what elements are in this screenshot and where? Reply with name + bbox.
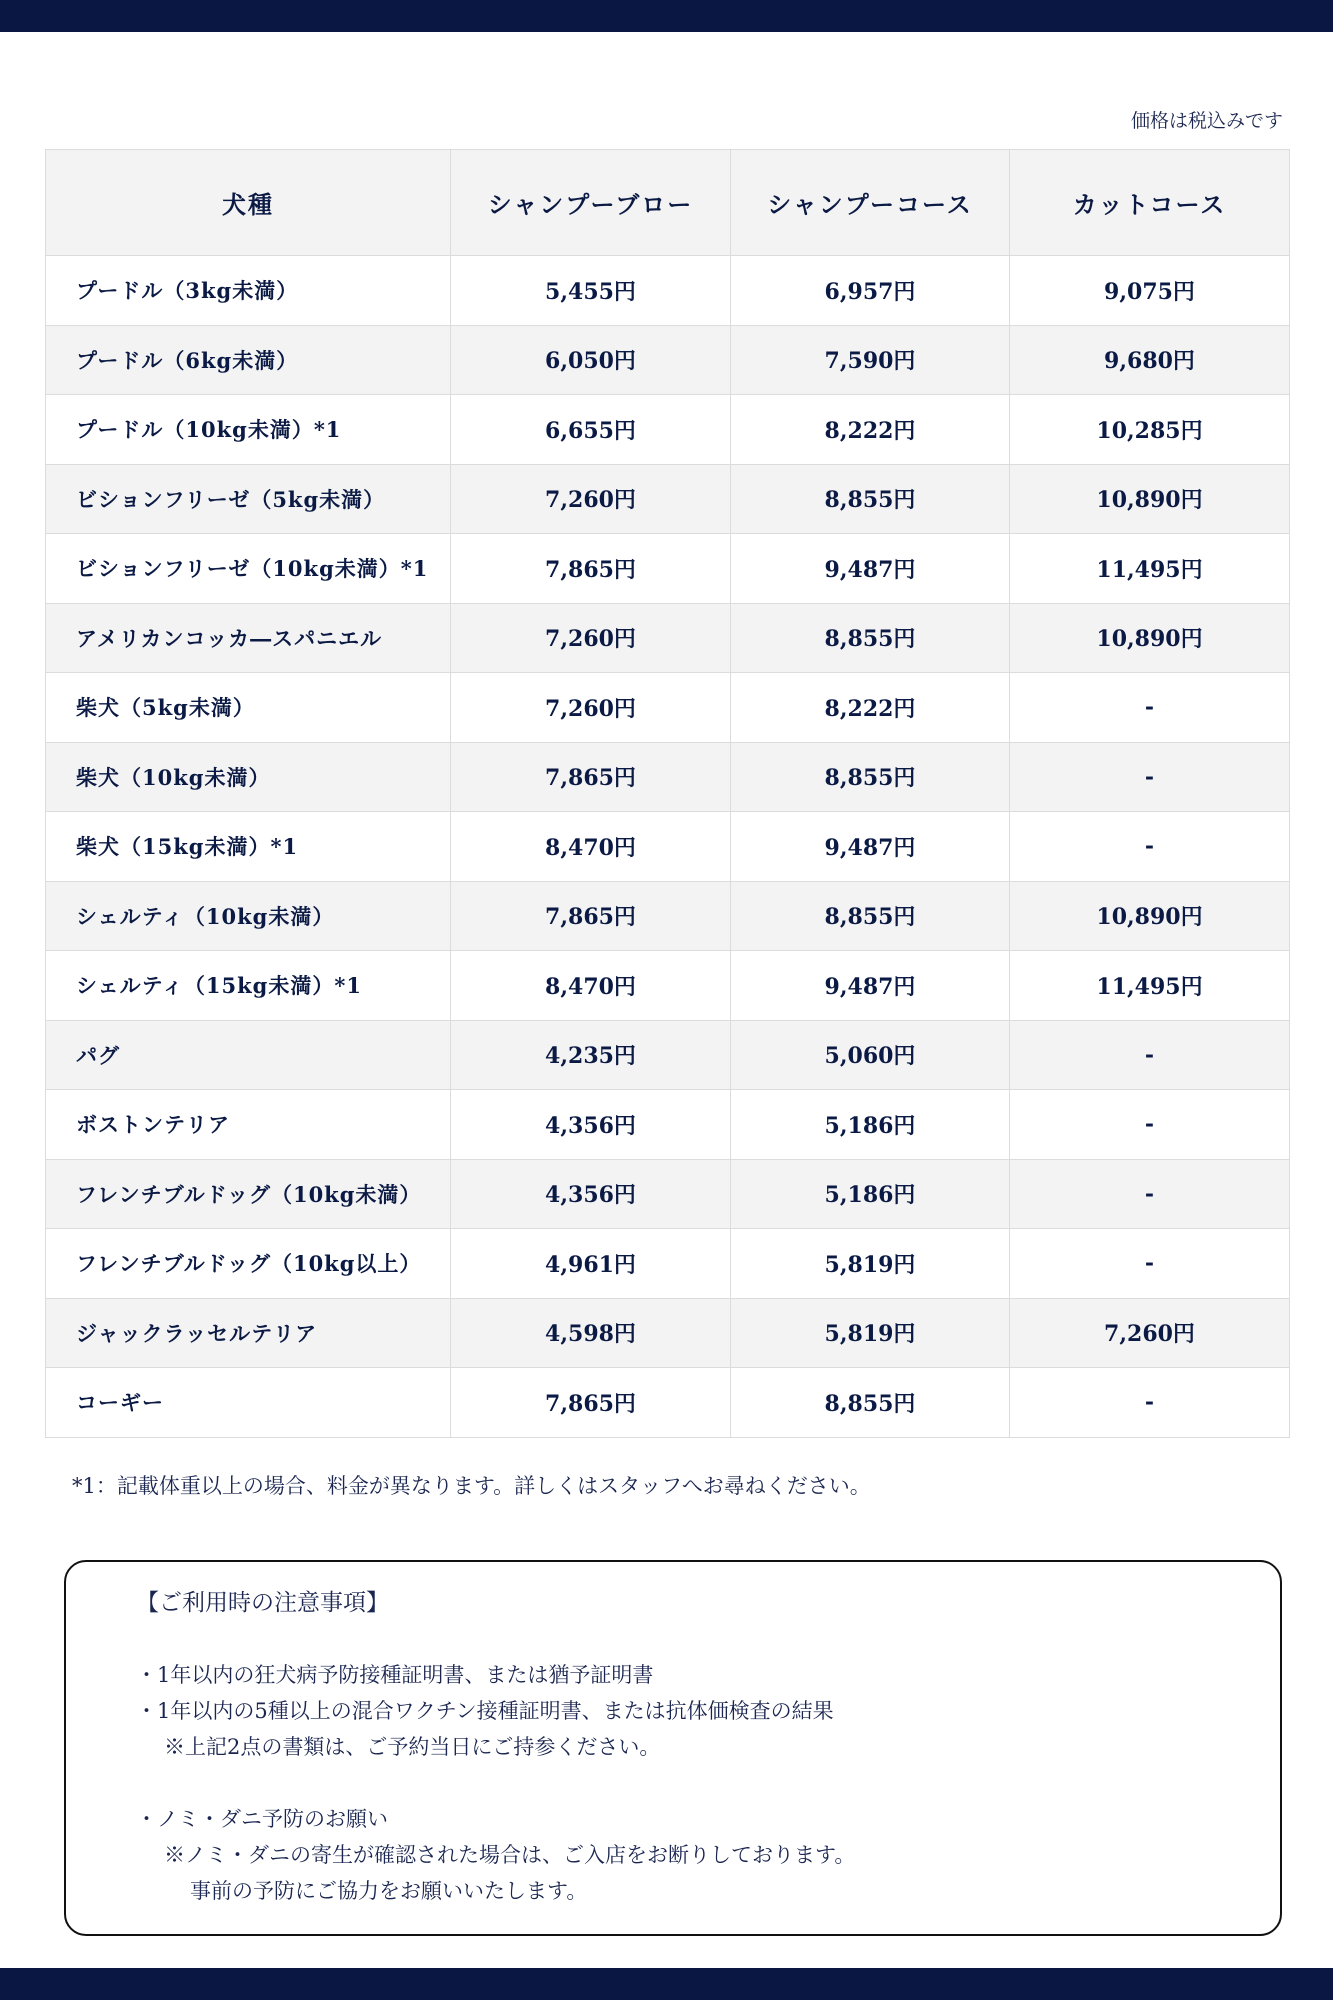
shampoo-course-price: 5,186円 [731, 1090, 1010, 1160]
cut-course-price: 10,285円 [1010, 395, 1290, 465]
notice-title: 【ご利用時の注意事項】 [136, 1590, 389, 1616]
cut-course-price: - [1010, 673, 1290, 743]
breed-cell: コーギー [46, 1368, 451, 1438]
shampoo-blow-price: 4,356円 [451, 1159, 731, 1229]
cut-course-price: - [1010, 1020, 1290, 1090]
shampoo-blow-price: 7,260円 [451, 603, 731, 673]
shampoo-course-price: 9,487円 [731, 534, 1010, 604]
cut-course-price: - [1010, 812, 1290, 882]
shampoo-blow-price: 6,655円 [451, 395, 731, 465]
shampoo-blow-price: 4,356円 [451, 1090, 731, 1160]
cut-course-price: - [1010, 742, 1290, 812]
shampoo-course-price: 8,855円 [731, 603, 1010, 673]
shampoo-course-price: 8,855円 [731, 742, 1010, 812]
shampoo-course-price: 5,819円 [731, 1229, 1010, 1299]
shampoo-blow-price: 7,865円 [451, 881, 731, 951]
notice-box [64, 1560, 1282, 1936]
breed-cell: プードル（10kg未満）*1 [46, 395, 451, 465]
shampoo-course-price: 8,855円 [731, 1368, 1010, 1438]
cut-course-price: 11,495円 [1010, 534, 1290, 604]
cut-course-price: 9,680円 [1010, 325, 1290, 395]
breed-cell: ビションフリーゼ（5kg未満） [46, 464, 451, 534]
breed-cell: パグ [46, 1020, 451, 1090]
notice-note-flea-tick: ※ノミ・ダニの寄生が確認された場合は、ご入店をお断りしております。 [164, 1843, 856, 1867]
breed-cell: フレンチブルドッグ（10kg未満） [46, 1159, 451, 1229]
breed-cell: ボストンテリア [46, 1090, 451, 1160]
breed-cell: フレンチブルドッグ（10kg以上） [46, 1229, 451, 1299]
table-row [46, 325, 1290, 395]
shampoo-course-price: 5,819円 [731, 1298, 1010, 1368]
breed-cell: 柴犬（5kg未満） [46, 673, 451, 743]
top-bar [0, 0, 1333, 32]
breed-cell: プードル（3kg未満） [46, 256, 451, 326]
table-header-row [46, 150, 1290, 256]
cut-course-price: 10,890円 [1010, 881, 1290, 951]
header-cut-course: カットコース [1010, 150, 1290, 256]
table-row [46, 673, 1290, 743]
cut-course-price: - [1010, 1229, 1290, 1299]
shampoo-blow-price: 7,865円 [451, 534, 731, 604]
table-row [46, 812, 1290, 882]
header-breed: 犬種 [46, 150, 451, 256]
shampoo-course-price: 9,487円 [731, 812, 1010, 882]
shampoo-blow-price: 4,235円 [451, 1020, 731, 1090]
shampoo-course-price: 8,855円 [731, 881, 1010, 951]
cut-course-price: 10,890円 [1010, 464, 1290, 534]
breed-cell: プードル（6kg未満） [46, 325, 451, 395]
table-row [46, 1368, 1290, 1438]
table-row [46, 881, 1290, 951]
shampoo-course-price: 7,590円 [731, 325, 1010, 395]
shampoo-blow-price: 8,470円 [451, 812, 731, 882]
notice-note-prevention: 事前の予防にご協力をお願いいたします。 [190, 1879, 588, 1903]
table-row [46, 534, 1290, 604]
breed-cell: ビションフリーゼ（10kg未満）*1 [46, 534, 451, 604]
price-table [45, 149, 1290, 1438]
notice-note-documents: ※上記2点の書類は、ご予約当日にご持参ください。 [164, 1735, 661, 1759]
table-row [46, 464, 1290, 534]
table-row [46, 1298, 1290, 1368]
table-row [46, 256, 1290, 326]
shampoo-course-price: 8,222円 [731, 673, 1010, 743]
shampoo-blow-price: 7,260円 [451, 464, 731, 534]
table-row [46, 951, 1290, 1021]
shampoo-blow-price: 4,598円 [451, 1298, 731, 1368]
table-row [46, 1159, 1290, 1229]
breed-cell: 柴犬（15kg未満）*1 [46, 812, 451, 882]
table-row [46, 603, 1290, 673]
cut-course-price: 7,260円 [1010, 1298, 1290, 1368]
cut-course-price: - [1010, 1368, 1290, 1438]
shampoo-course-price: 8,855円 [731, 464, 1010, 534]
notice-item-rabies: ・1年以内の狂犬病予防接種証明書、または猶予証明書 [136, 1663, 654, 1687]
tax-included-note: 価格は税込みです [1130, 110, 1283, 132]
cut-course-price: 11,495円 [1010, 951, 1290, 1021]
table-row [46, 1020, 1290, 1090]
footnote: *1：記載体重以上の場合、料金が異なります。詳しくはスタッフへお尋ねください。 [72, 1474, 871, 1498]
cut-course-price: 9,075円 [1010, 256, 1290, 326]
cut-course-price: - [1010, 1159, 1290, 1229]
shampoo-course-price: 8,222円 [731, 395, 1010, 465]
breed-cell: ジャックラッセルテリア [46, 1298, 451, 1368]
bottom-bar [0, 1968, 1333, 2000]
table-row [46, 1090, 1290, 1160]
header-shampoo-course: シャンプーコース [731, 150, 1010, 256]
shampoo-course-price: 6,957円 [731, 256, 1010, 326]
shampoo-blow-price: 7,865円 [451, 1368, 731, 1438]
breed-cell: シェルティ（10kg未満） [46, 881, 451, 951]
table-row [46, 395, 1290, 465]
shampoo-blow-price: 8,470円 [451, 951, 731, 1021]
header-shampoo-blow: シャンプーブロー [451, 150, 731, 256]
shampoo-blow-price: 5,455円 [451, 256, 731, 326]
breed-cell: 柴犬（10kg未満） [46, 742, 451, 812]
shampoo-course-price: 5,060円 [731, 1020, 1010, 1090]
cut-course-price: - [1010, 1090, 1290, 1160]
shampoo-blow-price: 6,050円 [451, 325, 731, 395]
table-row [46, 1229, 1290, 1299]
breed-cell: アメリカンコッカ―スパニエル [46, 603, 451, 673]
notice-item-flea-tick: ・ノミ・ダニ予防のお願い [136, 1807, 388, 1831]
cut-course-price: 10,890円 [1010, 603, 1290, 673]
shampoo-blow-price: 4,961円 [451, 1229, 731, 1299]
notice-item-vaccine: ・1年以内の5種以上の混合ワクチン接種証明書、または抗体価検査の結果 [136, 1699, 834, 1723]
shampoo-blow-price: 7,865円 [451, 742, 731, 812]
shampoo-course-price: 5,186円 [731, 1159, 1010, 1229]
table-row [46, 742, 1290, 812]
breed-cell: シェルティ（15kg未満）*1 [46, 951, 451, 1021]
shampoo-blow-price: 7,260円 [451, 673, 731, 743]
shampoo-course-price: 9,487円 [731, 951, 1010, 1021]
